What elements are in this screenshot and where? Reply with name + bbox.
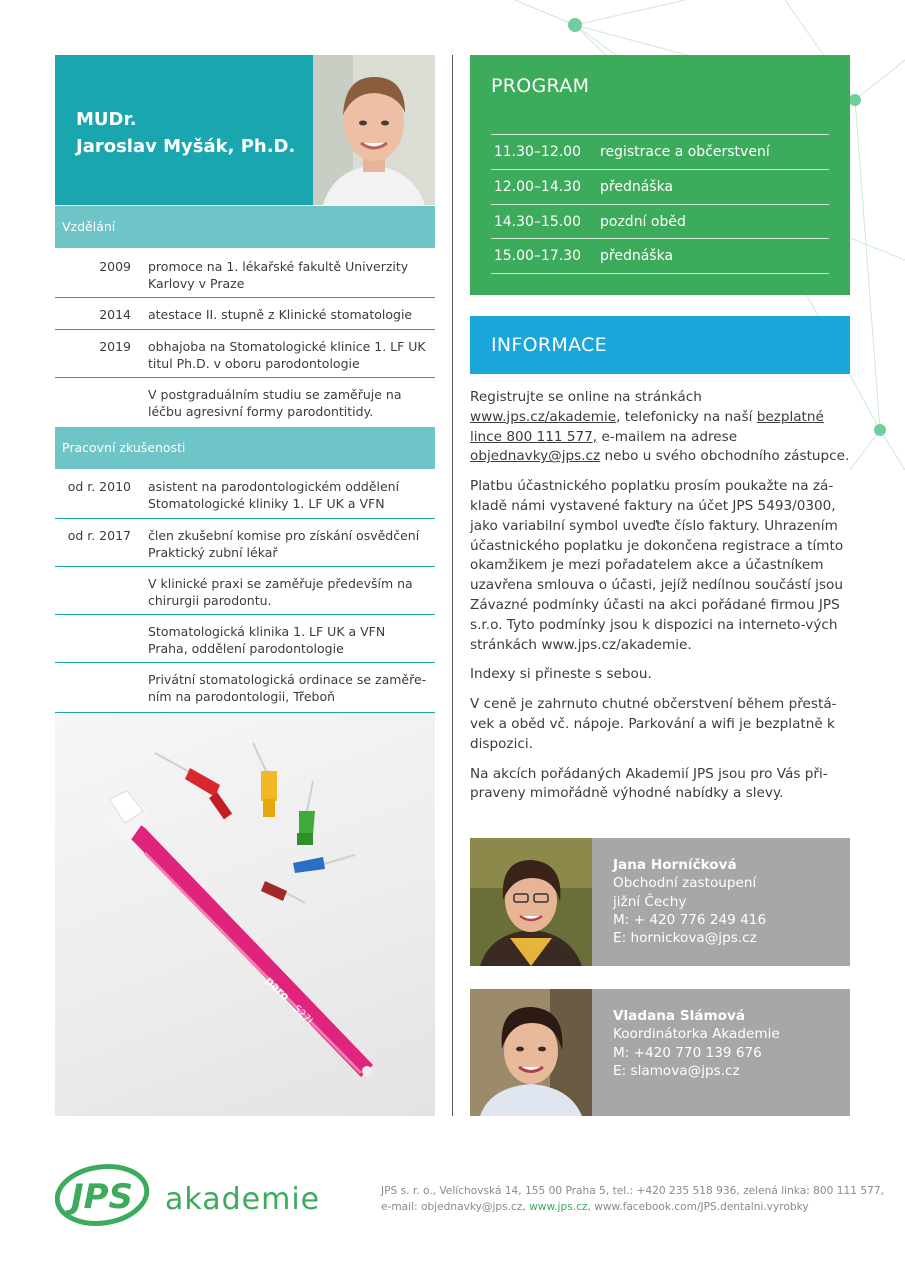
speaker-photo — [313, 55, 435, 205]
info-title: INFORMACE — [491, 334, 607, 356]
cv-year: od r. 2017 — [67, 528, 131, 543]
program-title: PROGRAM — [491, 75, 590, 97]
contact-phone[interactable]: M: +420 770 139 676 — [613, 1044, 762, 1061]
cv-text: asistent na parodontologickém oddělení Stomatologické kliniky 1. LF UK a VFN — [148, 479, 400, 511]
info-header — [470, 316, 850, 374]
info-text-span: nebo u svého obchodního zástupce. — [600, 448, 850, 465]
interdental-brush-red — [155, 753, 232, 819]
info-paragraph-registration — [470, 388, 852, 467]
logo-akademie-text: akademie — [165, 1182, 321, 1217]
cv-text: atestace II. stupně z Klinické stomatologie — [148, 307, 413, 322]
cv-text: promoce na 1. lékařské fakultě Univerzity Karlovy v Praze — [148, 259, 409, 291]
program-row — [491, 169, 829, 204]
interdental-brush-darkred — [261, 881, 305, 903]
footer-facebook: , www.facebook.com/JPS.dentalni.vyrobky — [587, 1201, 809, 1213]
contact-role: Koordinátorka Akademie — [613, 1026, 780, 1043]
footer-web-link[interactable]: www.jps.cz — [529, 1201, 588, 1213]
program-row — [491, 238, 829, 274]
info-paragraph-catering: V ceně je zahrnuto chutné občerstvení během přestá-vek a oběd vč. nápoje. Parkování a wifi je bezplatně k dispozici. — [470, 696, 837, 752]
experience-row — [55, 567, 435, 615]
cv-text: Privátní stomatologická ordinace se zaměře-ním na parodontologii, Třeboň — [148, 672, 427, 704]
contact-text — [613, 1007, 780, 1080]
contact-photo — [470, 838, 592, 966]
program-box — [470, 55, 850, 295]
jps-akademie-logo — [55, 1163, 355, 1231]
program-time: 14.30–15.00 — [493, 214, 581, 230]
cv-year: 2009 — [99, 259, 131, 274]
interdental-brush-blue — [293, 855, 355, 873]
product-image — [55, 713, 435, 1116]
toothbrush-brand: paro — [262, 973, 293, 1004]
cv-year: od r. 2010 — [67, 479, 131, 494]
logo-jps-text: JPS — [70, 1177, 134, 1217]
contact-email[interactable]: E: slamova@jps.cz — [613, 1062, 740, 1079]
experience-row — [55, 663, 435, 713]
info-text-span: , telefonicky na naší — [616, 408, 757, 425]
program-time: 15.00–17.30 — [493, 248, 581, 264]
experience-row — [55, 615, 435, 663]
program-desc: přednáška — [600, 179, 674, 195]
footer-address: JPS s. r. o., Velíchovská 14, 155 00 Praha 5, tel.: +420 235 518 936, zelená linka: 800 111 577, — [381, 1185, 884, 1197]
cv-text: Stomatologická klinika 1. LF UK a VFN Praha, oddělení parodontologie — [148, 624, 386, 656]
program-time: 12.00–14.30 — [493, 179, 581, 195]
education-row — [55, 248, 435, 298]
contact-region: jižní Čechy — [613, 893, 687, 910]
info-paragraph-index: Indexy si přineste s sebou. — [470, 666, 652, 683]
program-row — [491, 204, 829, 239]
footer-contacts — [381, 1201, 809, 1213]
experience-row — [55, 469, 435, 519]
info-text — [470, 388, 852, 814]
contact-card — [470, 838, 850, 966]
program-row — [491, 134, 829, 169]
cv-year: 2019 — [99, 339, 131, 354]
link-free-phone[interactable]: bezplatné lince 800 111 577, — [470, 408, 824, 445]
contact-text — [613, 856, 766, 947]
link-akademie[interactable]: www.jps.cz/akademie — [470, 408, 617, 425]
education-row — [55, 378, 435, 426]
footer-email: e-mail: objednavky@jps.cz, — [381, 1201, 530, 1213]
program-desc: přednáška — [600, 248, 674, 264]
program-desc: registrace a občerstvení — [600, 144, 770, 160]
experience-heading: Pracovní zkušenosti — [55, 427, 435, 469]
speaker-fullname: Jaroslav Myšák, Ph.D. — [76, 136, 296, 157]
contact-name: Jana Horníčková — [613, 857, 737, 873]
cv-text: člen zkušební komise pro získání osvědčení Praktický zubní lékař — [148, 528, 420, 560]
info-text-span: Registrujte se online na stránkách — [470, 389, 702, 405]
contact-role: Obchodní zastoupení — [613, 875, 757, 892]
contact-card — [470, 989, 850, 1116]
interdental-brush-green — [297, 781, 315, 845]
experience-row — [55, 519, 435, 567]
education-row — [55, 298, 435, 330]
education-heading: Vzdělání — [55, 206, 435, 248]
contact-phone[interactable]: M: + 420 776 249 416 — [613, 911, 767, 928]
info-paragraph-payment: Platbu účastnického poplatku prosím poukažte na zá-kladě námi vystavené faktury na účet JPS 5493/0300, jako variabilní symbol uveďte číslo faktury. Uhrazením účastnického poplatku je dokončena registrace a tímto okamžikem je mezi pořadatelem akce a účastníkem uzavřena smlouva o účasti, jejíž nedílnou součástí jsou Závazné podmínky účasti na akci pořádané firmou JPS s.r.o. Tyto podmínky jsou k dispozici na interneto-vých stránkách www.jps.cz/akademie. — [470, 478, 844, 653]
column-divider — [452, 55, 453, 1116]
speaker-name — [76, 106, 295, 160]
contact-email[interactable]: E: hornickova@jps.cz — [613, 930, 757, 947]
cv-text: V klinické praxi se zaměřuje především na chirurgii parodontu. — [148, 576, 413, 608]
link-email[interactable]: objednavky@jps.cz — [470, 448, 601, 465]
program-time: 11.30–12.00 — [493, 144, 581, 160]
cv-year: 2014 — [99, 307, 131, 322]
contact-photo — [470, 989, 592, 1116]
toothbrush-illustration — [99, 790, 373, 1077]
info-paragraph-offers: Na akcích pořádaných Akademií JPS jsou pro Vás při-praveny mimořádně výhodné nabídky a slevy. — [470, 765, 828, 802]
cv-text: obhajoba na Stomatologické klinice 1. LF UK titul Ph.D. v oboru parodontologie — [148, 339, 426, 371]
info-text-span: e-mailem na adrese — [597, 428, 738, 445]
speaker-title: MUDr. — [76, 109, 137, 130]
cv-text: V postgraduálním studiu se zaměřuje na léčbu agresivní formy parodontitidy. — [148, 387, 402, 419]
toothbrush-model: S27L — [290, 1003, 317, 1029]
contact-name: Vladana Slámová — [613, 1008, 746, 1024]
program-desc: pozdní oběd — [600, 214, 686, 230]
education-row — [55, 330, 435, 378]
interdental-brush-yellow — [253, 743, 277, 817]
